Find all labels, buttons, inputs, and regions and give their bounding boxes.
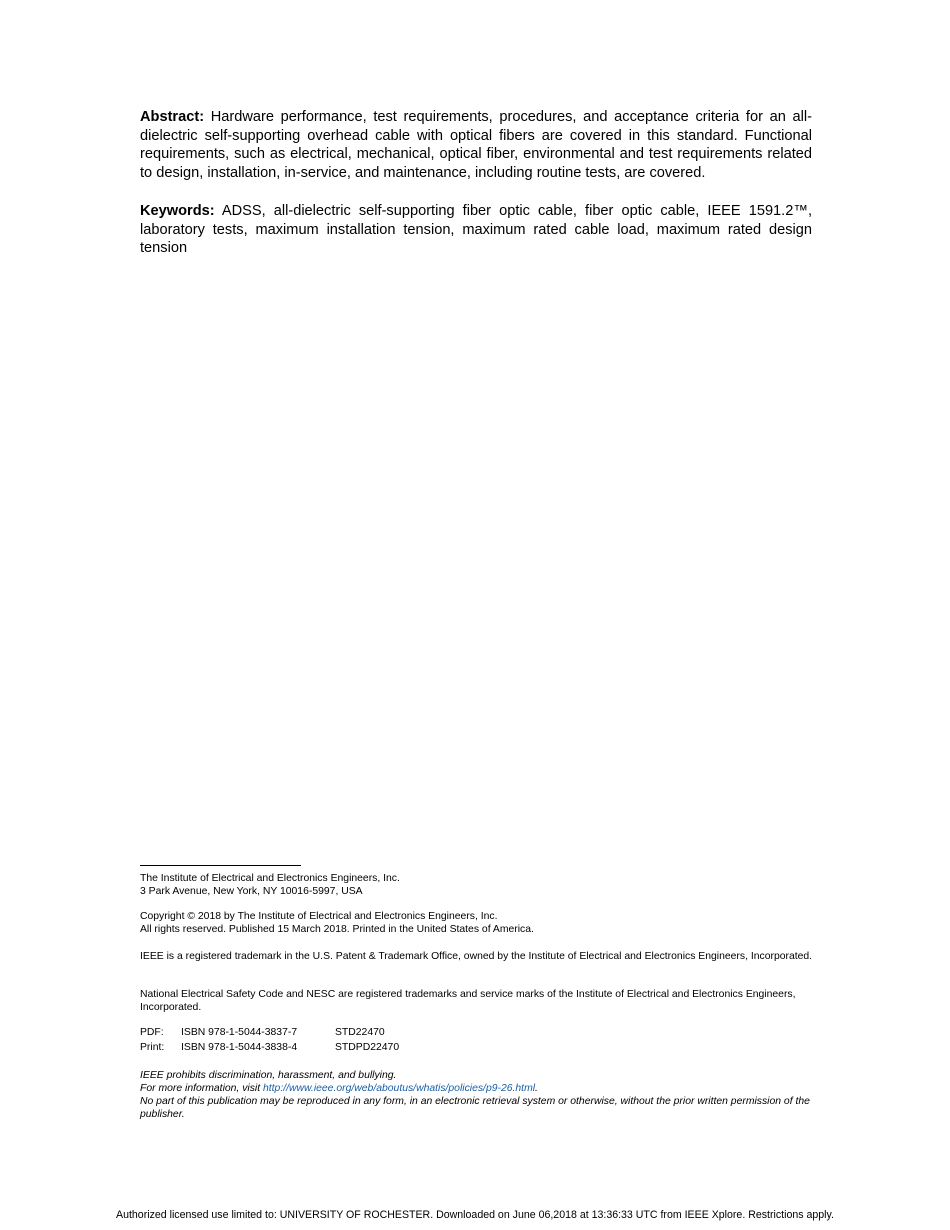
isbn-number: ISBN 978-1-5044-3838-4: [181, 1041, 298, 1053]
rights-line: All rights reserved. Published 15 March 2018. Printed in the United States of America.: [140, 924, 534, 936]
discrimination-notice: IEEE prohibits discrimination, harassment, and bullying.: [140, 1070, 397, 1081]
publisher-street: 3 Park Avenue, New York, NY 10016-5997, USA: [140, 886, 363, 898]
isbn-number: ISBN 978-1-5044-3837-7: [181, 1027, 298, 1038]
footnote-divider: [140, 865, 301, 866]
more-info-suffix: .: [535, 1083, 538, 1095]
isbn-format: Print:: [140, 1041, 165, 1053]
keywords-label: Keywords:: [140, 203, 215, 219]
abstract-label: Abstract:: [140, 109, 205, 125]
trademark-notice: IEEE is a registered trademark in the U.S. Patent & Trademark Office, owned by the Institute of Electrical and Electronics Engineers, Incorporated.: [140, 951, 813, 962]
copyright-notice: [140, 910, 820, 936]
isbn-std-code: STDPD22470: [335, 1041, 400, 1053]
nesc-notice: National Electrical Safety Code and NESC are registered trademarks and service marks of the Institute of Electrical and Electronics Engineers, Incorporated.: [140, 989, 796, 1014]
publisher-name: The Institute of Electrical and Electronics Engineers, Inc.: [140, 873, 400, 884]
abstract-paragraph: [140, 108, 812, 182]
copyright-line: Copyright © 2018 by The Institute of Electrical and Electronics Engineers, Inc.: [140, 911, 498, 922]
policy-link[interactable]: http://www.ieee.org/web/aboutus/whatis/policies/p9-26.html: [263, 1083, 536, 1095]
isbn-format: PDF:: [140, 1027, 164, 1038]
publisher-address: [140, 872, 820, 898]
isbn-std-code: STD22470: [335, 1027, 385, 1038]
keywords-paragraph: [140, 202, 812, 258]
more-info-prefix: For more information, visit: [140, 1083, 263, 1095]
policy-notices: [140, 1069, 820, 1121]
isbn-row-print: [140, 1041, 820, 1056]
abstract-text: Hardware performance, test requirements, procedures, and acceptance criteria for an all-dielectric self-supporting overhead cable with optical fibers are covered in this standard. Functional requirements, such as electrical, mechanical, optical fiber, environmental and test requirements related to design, installation, in-service, and maintenance, including routine tests, are covered.: [140, 109, 812, 181]
reproduction-notice: No part of this publication may be reproduced in any form, in an electronic retrieval system or otherwise, without the prior written permission of the publisher.: [140, 1096, 810, 1121]
license-footer: Authorized licensed use limited to: UNIVERSITY OF ROCHESTER. Downloaded on June 06,2018 at 13:36:33 UTC from IEEE Xplore. Restrictions apply.: [116, 1209, 834, 1221]
keywords-text: ADSS, all-dielectric self-supporting fiber optic cable, fiber optic cable, IEEE 1591.2™, laboratory tests, maximum installation tension, maximum rated cable load, maximum rated design tension: [140, 203, 812, 257]
isbn-row-pdf: [140, 1026, 820, 1041]
more-info-line: [140, 1082, 820, 1095]
isbn-table: [140, 1026, 820, 1055]
